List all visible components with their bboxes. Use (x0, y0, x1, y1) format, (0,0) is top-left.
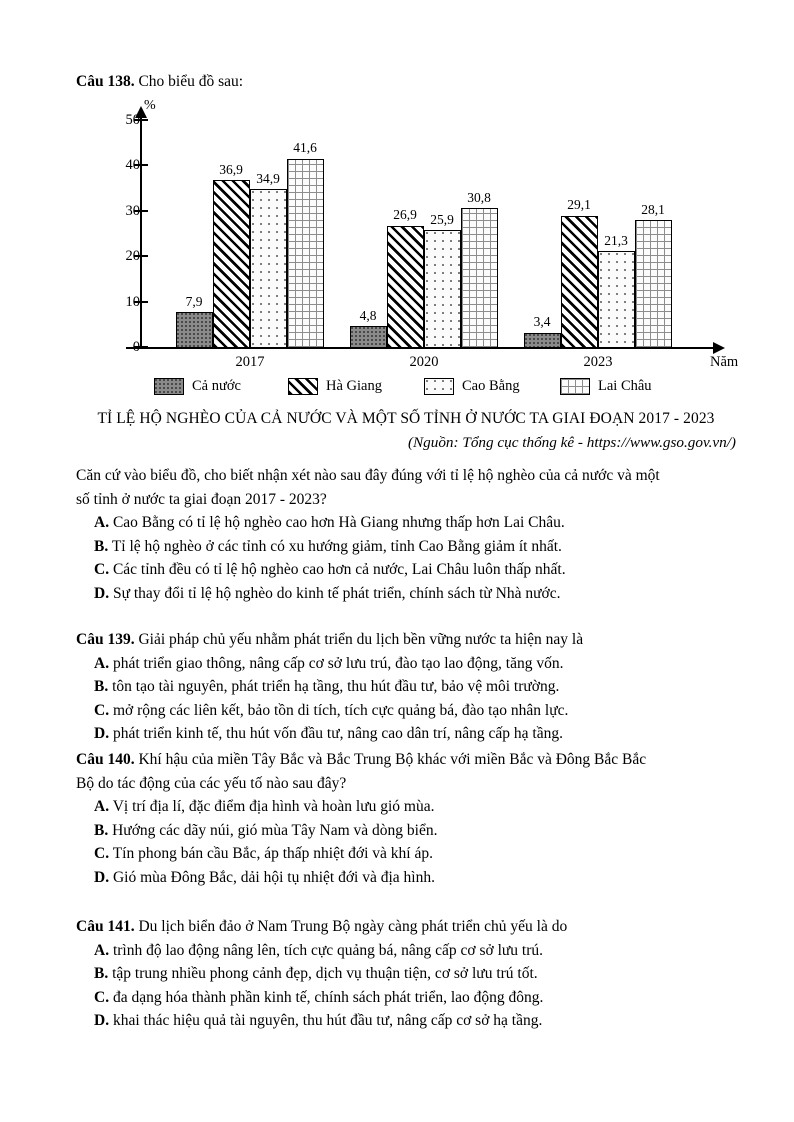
x-axis-unit-label: Năm (710, 354, 739, 370)
value-label-2017-ca-nuoc: 7,9 (185, 294, 203, 309)
question-140-prompt-text: Khí hậu của miền Tây Bắc và Bắc Trung Bộ khác với miền Bắc và Đông Bắc Bắc (138, 751, 647, 768)
option-c-label: C. (94, 988, 110, 1006)
option-b-text: tập trung nhiều phong cảnh đẹp, dịch vụ thuận tiện, cơ sở lưu trú tốt. (112, 965, 538, 983)
option-d-text: phát triển kinh tế, thu hút vốn đầu tư, nâng cao dân trí, nâng cấp hạ tầng. (112, 725, 563, 743)
value-label-2017-ha-giang: 36,9 (219, 162, 243, 177)
value-label-2020-lai-chau: 30,8 (467, 190, 491, 205)
legend-swatch-ha-giang-icon (288, 378, 318, 395)
chart-legend (76, 378, 736, 402)
option-c-label: C. (94, 701, 110, 719)
bar-2017-ca-nuoc (176, 312, 213, 348)
bar-2020-lai-chau (461, 208, 498, 348)
option-d-label: D. (94, 1012, 110, 1030)
legend-swatch-lai-chau-icon (560, 378, 590, 395)
question-140-option-b[interactable] (76, 819, 736, 843)
y-tick-label-20: 20 (125, 248, 140, 264)
x-axis-separator-2020 (424, 338, 425, 348)
option-c-label: C. (94, 561, 110, 579)
question-141-option-c[interactable] (76, 986, 736, 1010)
question-141 (76, 915, 736, 1033)
bar-2020-ha-giang (387, 226, 424, 348)
option-a-text: phát triển giao thông, nâng cấp cơ sở lưu trú, đào tạo lao động, tăng vốn. (112, 654, 564, 672)
option-a-text: Vị trí địa lí, đặc điểm địa hình và hoàn lưu gió mùa. (112, 798, 435, 816)
question-138-label: Câu 138. (76, 73, 135, 90)
value-label-2017-cao-bang: 34,9 (256, 171, 280, 186)
question-138-option-c[interactable] (76, 558, 736, 582)
option-b-text: Hướng các dãy núi, gió mùa Tây Nam và dòng biển. (112, 821, 438, 839)
option-a-text: Cao Bằng có tỉ lệ hộ nghèo cao hơn Hà Giang nhưng thấp hơn Lai Châu. (112, 514, 565, 532)
bar-2017-cao-bang (250, 189, 287, 348)
option-d-text: khai thác hiệu quả tài nguyên, thu hút đầu tư, nâng cấp cơ sở hạ tầng. (112, 1012, 543, 1030)
question-138-prompt-line (76, 70, 736, 94)
question-141-prompt-text: Du lịch biển đảo ở Nam Trung Bộ ngày càng phát triển chủ yếu là do (138, 918, 568, 935)
value-label-2023-cao-bang: 21,3 (604, 233, 628, 248)
option-b-label: B. (94, 678, 109, 696)
question-141-prompt-line (76, 915, 736, 939)
value-label-2020-ca-nuoc: 4,8 (359, 308, 377, 323)
question-139-option-b[interactable] (76, 675, 736, 699)
legend-swatch-ca-nuoc-icon (154, 378, 184, 395)
option-a-label: A. (94, 798, 110, 816)
option-d-label: D. (94, 725, 110, 743)
value-label-2023-ca-nuoc: 3,4 (533, 314, 551, 329)
question-141-option-d[interactable] (76, 1009, 736, 1033)
x-axis-separator-2017 (250, 338, 251, 348)
question-139-prompt-text: Giải pháp chủ yếu nhằm phát triển du lịch bền vững nước ta hiện nay là (138, 631, 584, 648)
value-label-2020-cao-bang: 25,9 (430, 212, 454, 227)
chart-title: TỈ LỆ HỘ NGHÈO CỦA CẢ NƯỚC VÀ MỘT SỐ TỈNH Ở NƯỚC TA GIAI ĐOẠN 2017 - 2023 (97, 410, 715, 427)
question-139 (76, 628, 736, 746)
bar-2023-ca-nuoc (524, 333, 561, 349)
option-a-label: A. (94, 941, 110, 959)
question-139-option-c[interactable] (76, 699, 736, 723)
question-141-option-b[interactable] (76, 962, 736, 986)
bars-container (76, 98, 736, 348)
question-141-option-a[interactable] (76, 939, 736, 963)
legend-swatch-cao-bang-icon (424, 378, 454, 395)
bar-2023-cao-bang (598, 251, 635, 348)
question-140-option-c[interactable] (76, 842, 736, 866)
option-c-text: mở rộng các liên kết, bảo tồn di tích, tích cực quảng bá, đào tạo nhân lực. (112, 701, 569, 719)
question-139-label: Câu 139. (76, 631, 135, 648)
question-140-prompt-line (76, 748, 736, 772)
question-141-label: Câu 141. (76, 918, 135, 935)
legend-label-lai-chau: Lai Châu (598, 378, 652, 394)
option-b-text: tôn tạo tài nguyên, phát triển hạ tầng, thu hút đầu tư, bảo vệ môi trường. (112, 678, 560, 696)
x-axis-separator-2023 (598, 338, 599, 348)
bar-2020-cao-bang (424, 230, 461, 348)
chart-plot-area (76, 98, 739, 373)
question-140-prompt-line-2: Bộ do tác động của các yếu tố nào sau đây? (76, 774, 347, 792)
option-c-text: đa dạng hóa thành phần kinh tế, chính sách phát triển, lao động đông. (112, 988, 544, 1006)
option-b-label: B. (94, 537, 109, 555)
chart-source: (Nguồn: Tổng cục thống kê - https://www.gso.gov.vn/) (407, 434, 736, 451)
y-tick-label-30: 30 (125, 202, 140, 219)
option-a-text: trình độ lao động nâng lên, tích cực quảng bá, nâng cấp cơ sở lưu trú. (112, 941, 544, 959)
question-139-option-d[interactable] (76, 722, 736, 746)
bar-2017-ha-giang (213, 180, 250, 348)
option-c-text: Các tỉnh đều có tỉ lệ hộ nghèo cao hơn cả nước, Lai Châu luôn thấp nhất. (112, 561, 566, 579)
legend-label-cao-bang: Cao Bằng (462, 378, 520, 394)
question-138-body (76, 464, 736, 605)
option-d-label: D. (94, 584, 110, 602)
legend-item-cao-bang (424, 378, 520, 395)
y-tick-label-50: 50 (125, 111, 140, 128)
option-b-text: Tỉ lệ hộ nghèo ở các tỉnh có xu hướng giảm, tỉnh Cao Bằng giảm ít nhất. (111, 537, 562, 555)
value-label-2017-lai-chau: 41,6 (293, 140, 317, 155)
value-label-2023-lai-chau: 28,1 (641, 202, 665, 217)
y-tick-label-40: 40 (125, 157, 140, 173)
option-c-text: Tín phong bán cầu Bắc, áp thấp nhiệt đới và khí áp. (112, 845, 433, 863)
question-139-option-a[interactable] (76, 652, 736, 676)
question-140-label: Câu 140. (76, 751, 135, 768)
question-138-option-a[interactable] (76, 511, 736, 535)
option-a-label: A. (94, 654, 110, 672)
option-b-label: B. (94, 965, 109, 983)
x-category-label-2020: 2020 (409, 354, 439, 370)
question-139-prompt-line (76, 628, 736, 652)
option-d-text: Sự thay đổi tỉ lệ hộ nghèo do kinh tế phát triển, chính sách từ Nhà nước. (112, 584, 561, 602)
x-category-label-2017: 2017 (235, 354, 265, 370)
y-tick-label-0: 0 (132, 339, 140, 355)
option-b-label: B. (94, 821, 109, 839)
legend-label-ca-nuoc: Cả nước (192, 378, 241, 394)
question-140-option-d[interactable] (76, 866, 736, 890)
question-138-body-line-1: Căn cứ vào biểu đồ, cho biết nhận xét nào sau đây đúng với tỉ lệ hộ nghèo của cả nước và một (76, 467, 660, 484)
option-c-label: C. (94, 845, 110, 863)
x-category-label-2023: 2023 (583, 354, 613, 370)
question-138-option-d[interactable] (76, 582, 736, 606)
question-140-option-a[interactable] (76, 795, 736, 819)
bar-2017-lai-chau (287, 159, 324, 348)
bar-2023-lai-chau (635, 220, 672, 348)
question-138-header (76, 70, 736, 94)
y-tick-label-10: 10 (125, 293, 140, 310)
question-138-prompt-text: Cho biểu đồ sau: (138, 73, 244, 90)
legend-item-ha-giang (288, 378, 382, 395)
option-d-label: D. (94, 868, 110, 886)
legend-label-ha-giang: Hà Giang (326, 378, 382, 394)
legend-item-lai-chau (560, 378, 652, 395)
bar-2020-ca-nuoc (350, 326, 387, 348)
question-140 (76, 748, 736, 889)
question-138-body-line-2: số tỉnh ở nước ta giai đoạn 2017 - 2023? (76, 490, 327, 508)
y-axis-unit-label: % (144, 98, 156, 113)
option-d-text: Gió mùa Đông Bắc, dải hội tụ nhiệt đới và địa hình. (112, 868, 435, 886)
option-a-label: A. (94, 514, 110, 532)
question-138-option-b[interactable] (76, 535, 736, 559)
legend-item-ca-nuoc (154, 378, 241, 395)
value-label-2023-ha-giang: 29,1 (567, 197, 591, 212)
poverty-rate-bar-chart (76, 98, 739, 458)
value-label-2020-ha-giang: 26,9 (393, 207, 417, 222)
